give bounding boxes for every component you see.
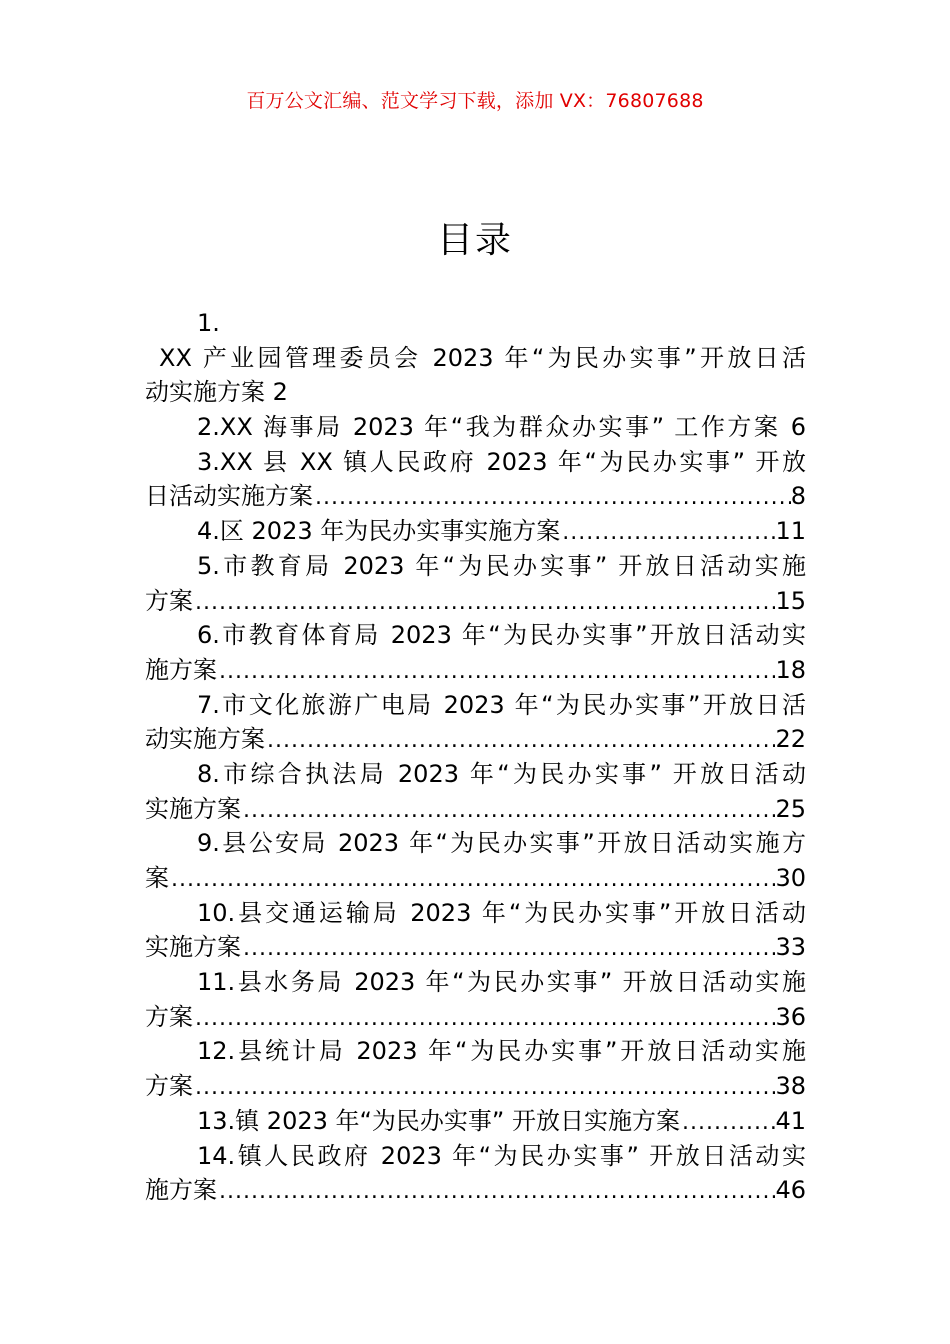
dot-leader [265,724,775,757]
dot-leader [241,794,775,827]
toc-entry-4[interactable] [145,514,806,549]
page-number: 30 [775,864,806,892]
page-number: 11 [775,517,806,546]
toc-entry-13[interactable] [145,1104,806,1139]
header-note: 百万公文汇编、范文学习下载，添加 VX：76807688 [246,90,704,112]
toc-entry-7-line-2[interactable] [145,722,806,757]
toc-entry-3-line-2[interactable] [145,479,806,514]
page-number: 8 [790,482,806,511]
toc-entry-text: 施方案 [145,1176,217,1205]
toc-entry-text: 实施方案 [145,794,241,823]
toc-entry-8-line-2[interactable] [145,792,806,827]
dot-leader [217,1175,775,1208]
dot-leader [241,932,775,965]
toc-entry-9-line-1[interactable]: 9.县公安局 2023 年“为民办实事”开放日活动实施方 [197,829,806,858]
page-title: 目录 [436,220,513,261]
page-number: 22 [775,725,806,754]
toc-entry-3-line-1[interactable]: 3.XX 县 XX 镇人民政府 2023 年“为民办实事” 开放 [197,447,806,476]
toc-entry-6-line-2[interactable] [145,653,806,688]
toc-entry-text: 实施方案 [145,933,241,962]
toc-entry-text: 动实施方案 [145,725,265,754]
table-of-contents [145,306,806,1208]
dot-leader [560,516,775,549]
toc-entry-11-line-1[interactable]: 11.县水务局 2023 年“为民办实事” 开放日活动实施 [197,968,806,997]
toc-entry-1-line-3[interactable]: 动实施方案 2 [145,378,288,407]
page-number: 46 [775,1176,806,1205]
toc-entry-2[interactable]: 2.XX 海事局 2023 年“我为群众办实事” 工作方案 6 [197,413,806,442]
toc-entry-text: 方案 [145,1072,193,1101]
toc-entry-text: 13.镇 2023 年“为民办实事” 开放日实施方案 [197,1106,680,1135]
toc-entry-12-line-1[interactable]: 12.县统计局 2023 年“为民办实事”开放日活动实施 [197,1037,806,1066]
dot-leader [217,655,775,688]
toc-entry-7-line-1[interactable]: 7.市文化旅游广电局 2023 年“为民办实事”开放日活 [197,690,806,719]
dot-leader [313,481,791,514]
toc-entry-1-line-2[interactable]: XX 产业园管理委员会 2023 年“为民办实事”开放日活 [159,343,806,372]
dot-leader [193,1071,775,1104]
page-number: 36 [775,1002,806,1031]
page-number: 15 [775,586,806,615]
toc-entry-text: 方案 [145,586,193,615]
dot-leader [680,1106,775,1139]
toc-entry-1-line-1[interactable]: 1. [197,309,220,337]
page-number: 38 [775,1072,806,1101]
page-number: 18 [775,655,806,684]
toc-entry-text: 案 [145,864,169,892]
toc-entry-11-line-2[interactable] [145,1000,806,1035]
toc-entry-9-line-2[interactable] [145,861,806,896]
toc-entry-14-line-2[interactable] [145,1173,806,1208]
dot-leader [193,1002,775,1035]
toc-entry-10-line-1[interactable]: 10.县交通运输局 2023 年“为民办实事”开放日活动 [197,898,806,927]
toc-entry-text: 方案 [145,1002,193,1031]
toc-entry-6-line-1[interactable]: 6.市教育体育局 2023 年“为民办实事”开放日活动实 [197,621,806,650]
toc-entry-12-line-2[interactable] [145,1069,806,1104]
toc-entry-5-line-1[interactable]: 5.市教育局 2023 年“为民办实事” 开放日活动实施 [197,551,806,580]
toc-entry-8-line-1[interactable]: 8.市综合执法局 2023 年“为民办实事” 开放日活动 [197,759,806,788]
toc-entry-10-line-2[interactable] [145,930,806,965]
page-number: 25 [775,794,806,823]
page-number: 33 [775,933,806,962]
toc-entry-text: 日活动实施方案 [145,482,313,511]
page-number: 41 [775,1106,806,1135]
dot-leader [169,863,775,896]
dot-leader [193,586,775,619]
toc-entry-text: 4.区 2023 年为民办实事实施方案 [197,517,561,546]
toc-entry-text: 施方案 [145,655,217,684]
toc-entry-5-line-2[interactable] [145,584,806,619]
toc-entry-14-line-1[interactable]: 14.镇人民政府 2023 年“为民办实事” 开放日活动实 [197,1141,806,1170]
